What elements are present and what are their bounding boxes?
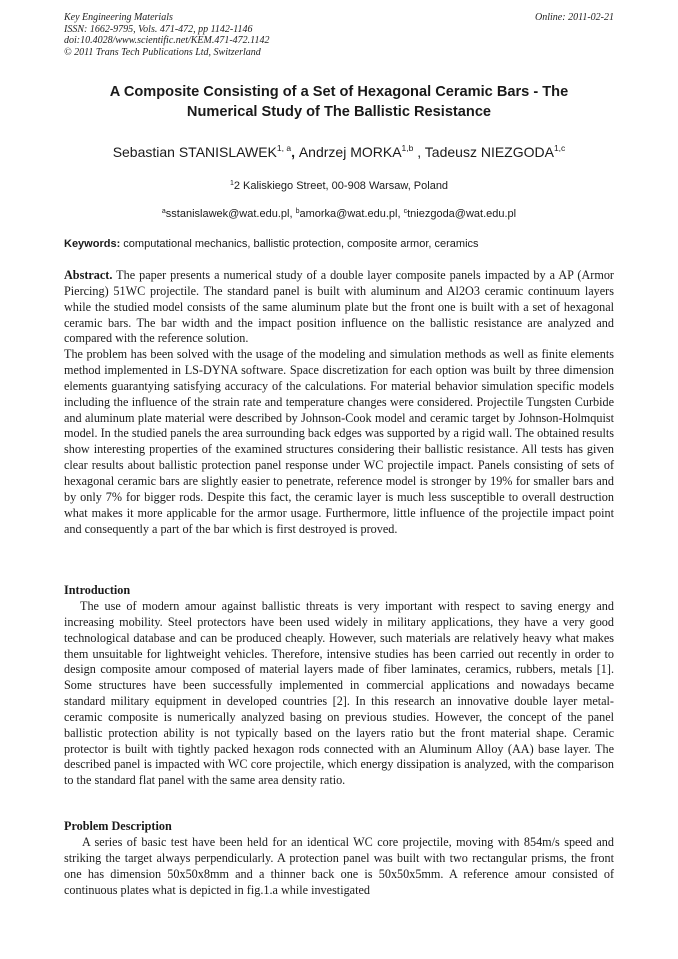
introduction-paragraph: The use of modern amour against ballistic threats is very important with respect to saving energy and increasing mobility. Steel protectors have been used widely in military applications, they have a very good technological database and can be produced cheaply. However, such materials are relatively heavy what makes them unsuitable for lightweight vehicles. Therefore, intensive studies has been carried out recently in order to design composite amour composed of material layers made of fiber laminates, ceramics, rubbers, metals [1]. Some structures have been successfully implemented in commercial applications and nowadays became standard military equipment in developed countries [2]. In this research an innovative double layer metal-ceramic composite is numerically analyzed basing on previous studies. However, the concept of the panel ballistic protection ability is not typically based on the layers ratio but the front material shape. Ceramic protector is built with tightly packed hexagon rods connected with an Aluminum Alloy (AA) base layer. The described panel is impacted with WC core projectile, which energy dissipation is analyzed, with the comparison to the standard flat panel with the same area density ratio. bbox=[64, 599, 614, 788]
abstract-text-1: The paper presents a numerical study of a double layer composite panels impacted by a AP (Armor Piercing) 51WC projectile. The standard panel is built with aluminum and Al2O3 ceramic continuum layers while the studied model consists of the same aluminum plate but the front one is built with a set of hexagonal ceramic bars. The bar width and the impact position influence on the ballistic resistance are analyzed and compared with the reference solution. bbox=[64, 268, 614, 346]
email-link[interactable]: tniezgoda@wat.edu.pl bbox=[407, 208, 517, 220]
keywords-text: computational mechanics, ballistic protection, composite armor, ceramics bbox=[120, 238, 479, 250]
author-superscript: 1, a bbox=[276, 143, 292, 153]
email-superscript: a bbox=[161, 208, 166, 215]
affiliation-text: 2 Kaliskiego Street, 00-908 Warsaw, Poland bbox=[233, 180, 449, 192]
author-name: Sebastian STANISLAWEK bbox=[112, 144, 277, 160]
author-superscript: 1,b bbox=[401, 143, 414, 153]
doi-line[interactable]: doi:10.4028/www.scientific.net/KEM.471-472.1142 bbox=[64, 35, 270, 46]
abstract-paragraph-2: The problem has been solved with the usage of the modeling and simulation methods as well as finite elements method implemented in LS-DYNA software. Space discretization for each option was built by three dimension elements guarantying satisfying accuracy of the calculations. For material behavior simulation specific models including the influence of the strain rate and temperature changes were considered. Projectile Tungsten Curbide and aluminum plate material were described by Johnson-Cook model and ceramic target by Johnson-Holmquist model. In the studied panels the area surrounding back edges was supported by a rigid wall. The obtained results show interesting properties of the examined structures considering their ballistic resistance. All tests has given clear results about ballistic protection panel response under WC projectile impact. Panels consisting of sets of hexagonal ceramic bars are slightly easier to penetrate, reference model is stronger by 19% for smaller bars and by only 7% for bigger rods. Despite this fact, the ceramic layer is much less susceptible to overall destruction what makes it more applicable for the armor usage. Furthermore, little influence of the projectile impact point and consequently a part of the bar which is first destroyed is proved. bbox=[64, 347, 614, 536]
author-separator: , bbox=[291, 144, 299, 160]
journal-name: Key Engineering Materials bbox=[64, 12, 173, 23]
copyright-line: © 2011 Trans Tech Publications Ltd, Switzerland bbox=[64, 46, 261, 58]
author-name: Tadeusz NIEZGODA bbox=[424, 144, 554, 160]
title-line-1: A Composite Consisting of a Set of Hexagonal Ceramic Bars - The bbox=[109, 84, 569, 100]
author-name: Andrzej MORKA bbox=[298, 144, 402, 160]
email-link[interactable]: sstanislawek@wat.edu.pl, bbox=[165, 208, 296, 220]
email-superscript: b bbox=[295, 208, 300, 215]
author-superscript: 1,c bbox=[553, 143, 566, 153]
abstract-label: Abstract. bbox=[64, 268, 113, 282]
abstract-paragraph-1 bbox=[64, 268, 614, 347]
abstract bbox=[64, 268, 614, 537]
problem-description-heading: Problem Description bbox=[64, 819, 172, 833]
title-line-2: Numerical Study of The Ballistic Resistance bbox=[186, 104, 492, 120]
author-emails bbox=[64, 208, 614, 220]
journal-header bbox=[64, 12, 269, 58]
issn-line: ISSN: 1662-9795, Vols. 471-472, pp 1142-1146 bbox=[64, 23, 253, 35]
author-list bbox=[64, 144, 614, 160]
problem-description-paragraph: A series of basic test have been held for an identical WC core projectile, moving with 854m/s speed and striking the target always perpendicularly. A protection panel was built with two rectangular prisms, the front one has dimension 50x50x8mm and a thinner back one is 50x50x5mm. A reference amour consisted of continuous plates what is depicted in fig.1.a while investigated bbox=[64, 835, 614, 897]
keywords-label: Keywords: bbox=[64, 238, 121, 250]
online-date: Online: 2011-02-21 bbox=[535, 12, 614, 23]
email-superscript: c bbox=[403, 208, 408, 215]
paper-title bbox=[64, 82, 614, 122]
introduction-heading: Introduction bbox=[64, 583, 131, 597]
author-separator: , bbox=[413, 144, 425, 160]
affiliation bbox=[64, 180, 614, 192]
email-link[interactable]: amorka@wat.edu.pl, bbox=[299, 208, 404, 220]
keywords bbox=[64, 238, 614, 250]
affiliation-superscript: 1 bbox=[229, 180, 234, 187]
